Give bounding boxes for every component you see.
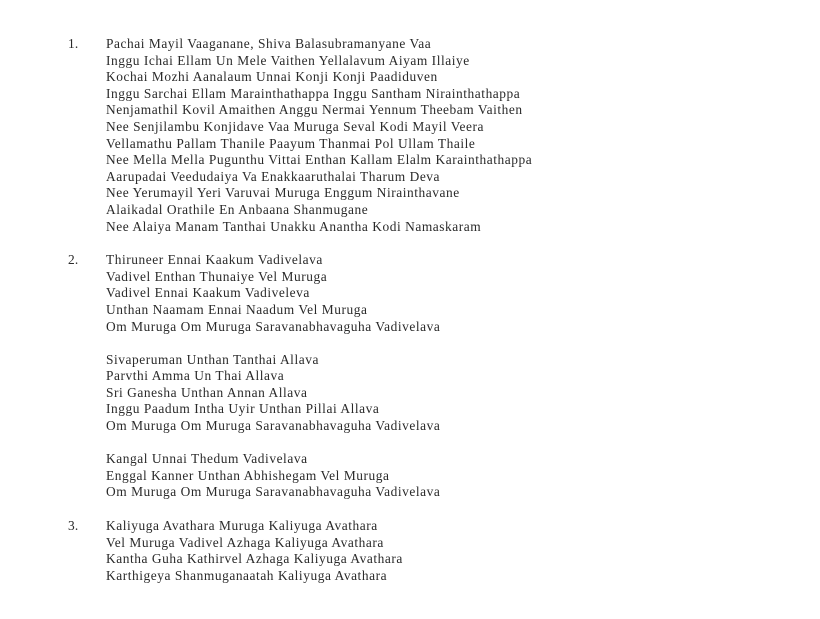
stanza [0, 36, 820, 235]
lyric-line: Thiruneer Ennai Kaakum Vadivelava [106, 252, 323, 268]
lyric-line: Aarupadai Veedudaiya Va Enakkaaruthalai Tharum Deva [106, 168, 441, 184]
lyric-line: Kochai Mozhi Aanalaum Unnai Konji Konji Paadiduven [106, 69, 438, 85]
lyric-line: Vellamathu Pallam Thanile Paayum Thanmai Pol Ullam Thaile [106, 135, 476, 151]
lyric-line: Om Muruga Om Muruga Saravanabhavaguha Vadivelava [106, 318, 441, 334]
lyric-line: Inggu Ichai Ellam Un Mele Vaithen Yellalavum Aiyam Illaiye [106, 52, 470, 68]
lyric-line: Vadivel Ennai Kaakum Vadiveleva [106, 285, 310, 301]
song-entry [0, 36, 820, 235]
lyric-line: Inggu Paadum Intha Uyir Unthan Pillai Allava [106, 401, 380, 417]
lyric-line: Kantha Guha Kathirvel Azhaga Kaliyuga Avathara [106, 551, 403, 567]
lyric-line: Om Muruga Om Muruga Saravanabhavaguha Vadivelava [106, 418, 441, 434]
song-entry [0, 518, 820, 584]
lyric-line: Nenjamathil Kovil Amaithen Anggu Nermai Yennum Theebam Vaithen [106, 102, 523, 118]
song-number: 2. [68, 252, 79, 268]
stanza [0, 252, 820, 335]
lyric-line: Parvthi Amma Un Thai Allava [106, 368, 285, 384]
lyric-line: Sri Ganesha Unthan Annan Allava [106, 384, 308, 400]
lyric-line: Nee Mella Mella Pugunthu Vittai Enthan Kallam Elalm Karainthathappa [106, 152, 533, 168]
stanza [0, 451, 820, 501]
lyric-line: Sivaperuman Unthan Tanthai Allava [106, 351, 319, 367]
lyric-line: Kangal Unnai Thedum Vadivelava [106, 451, 308, 467]
lyric-line: Nee Alaiya Manam Tanthai Unakku Anantha Kodi Namaskaram [106, 218, 482, 234]
lyric-line: Vadivel Enthan Thunaiye Vel Muruga [106, 268, 328, 284]
lyric-line: Pachai Mayil Vaaganane, Shiva Balasubramanyane Vaa [106, 36, 432, 51]
lyric-line: Inggu Sarchai Ellam Marainthathappa Inggu Santham Nirainthathappa [106, 85, 521, 101]
stanza [0, 518, 820, 584]
lyric-line: Alaikadal Orathile En Anbaana Shanmugane [106, 201, 369, 217]
lyric-line: Karthigeya Shanmuganaatah Kaliyuga Avathara [106, 567, 388, 583]
lyric-line: Enggal Kanner Unthan Abhishegam Vel Muruga [106, 467, 390, 483]
lyric-line: Nee Yerumayil Yeri Varuvai Muruga Enggum Nirainthavane [106, 185, 460, 201]
lyric-line: Vel Muruga Vadivel Azhaga Kaliyuga Avathara [106, 534, 384, 550]
song-entry [0, 252, 820, 501]
lyric-line: Nee Senjilambu Konjidave Vaa Muruga Seval Kodi Mayil Veera [106, 118, 484, 134]
stanza [0, 352, 820, 435]
lyric-line: Unthan Naamam Ennai Naadum Vel Muruga [106, 301, 368, 317]
lyric-line: Om Muruga Om Muruga Saravanabhavaguha Vadivelava [106, 484, 441, 500]
lyric-line: Kaliyuga Avathara Muruga Kaliyuga Avathara [106, 518, 378, 534]
song-number: 1. [68, 36, 79, 51]
song-number: 3. [68, 518, 79, 534]
lyrics-list [0, 36, 820, 584]
